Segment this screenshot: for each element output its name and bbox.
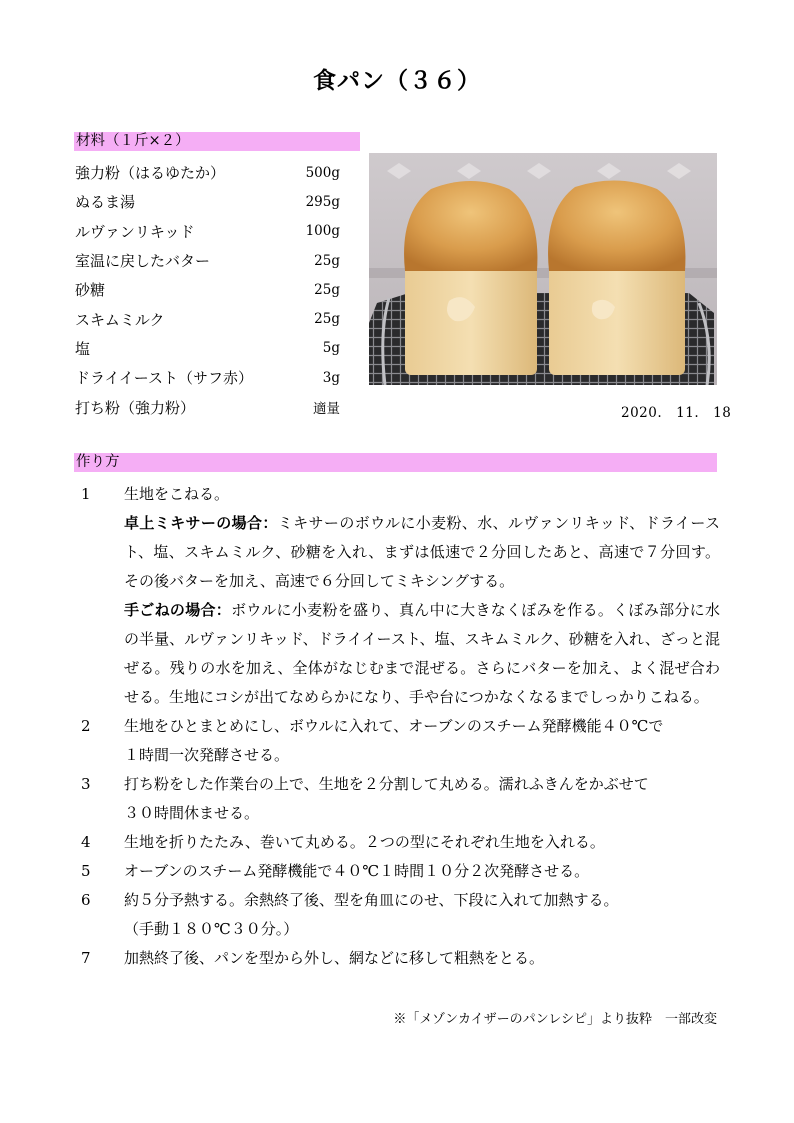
step-number: 6 [81, 891, 91, 909]
step-text: 生地をひとまとめにし、ボウルに入れて、オーブンのスチーム発酵機能４０℃で [124, 717, 664, 735]
ingredients-list [75, 158, 340, 422]
step-number: 5 [81, 862, 91, 880]
step-text-continued: ３０時間休ませる。 [124, 804, 260, 822]
hand-label: 手ごねの場合： [124, 601, 232, 619]
method-steps [75, 480, 720, 973]
method-header: 作り方 [74, 453, 717, 472]
ingredient-amount: 25g [314, 281, 340, 298]
ingredient-row [75, 304, 340, 333]
ingredient-amount: 295g [305, 193, 340, 210]
step-text: 生地を折りたたみ、巻いて丸める。２つの型にそれぞれ生地を入れる。 [124, 833, 605, 851]
ingredient-name: 塩 [75, 339, 91, 358]
step-text: 約５分予熱する。余熱終了後、型を角皿にのせ、下段に入れて加熱する。 [124, 891, 619, 909]
step-number: 1 [81, 485, 91, 503]
ingredient-name: 打ち粉（強力粉） [75, 398, 196, 417]
step-2 [75, 712, 720, 770]
ingredients-header: 材料（１斤×２） [74, 132, 360, 151]
step-6 [75, 886, 720, 944]
step-text: オーブンのスチーム発酵機能で４０℃１時間１０分２次発酵させる。 [124, 862, 590, 880]
ingredient-row [75, 363, 340, 392]
mixer-label: 卓上ミキサーの場合： [124, 514, 278, 532]
ingredient-amount: 100g [305, 223, 340, 240]
step-text: 生地をこねる。 [124, 485, 230, 503]
ingredient-row [75, 334, 340, 363]
step-text: 打ち粉をした作業台の上で、生地を２分割して丸める。濡れふきんをかぶせて [124, 775, 649, 793]
photo-date: 2020. 11. 18 [621, 405, 732, 421]
step-text-continued: （手動１８０℃３０分。） [124, 920, 299, 938]
step-text: 加熱終了後、パンを型から外し、網などに移して粗熱をとる。 [124, 949, 545, 967]
ingredient-row [75, 158, 340, 187]
page-title: 食パン（３６） [313, 67, 481, 94]
ingredient-amount: 25g [314, 252, 340, 269]
ingredient-name: スキムミルク [75, 310, 165, 329]
step-5 [75, 857, 720, 886]
ingredient-name: 強力粉（はるゆたか） [75, 164, 226, 183]
step-number: 3 [81, 775, 91, 793]
step-text-continued: １時間一次発酵させる。 [124, 746, 290, 764]
step-number: 2 [81, 717, 91, 735]
ingredient-name: ルヴァンリキッド [75, 222, 195, 241]
mixer-text: ミキサーのボウルに小麦粉、水、ルヴァンリキッド、ドライースト、塩、スキムミルク、砂糖を入れ、まずは低速で２分回したあと、高速で７分回す。その後バターを加え、高速で６分回してミキシングする。 [124, 514, 720, 590]
step-1 [75, 480, 720, 712]
ingredient-row [75, 187, 340, 216]
ingredient-name: ぬるま湯 [75, 193, 136, 212]
ingredient-amount: 3g [322, 369, 340, 386]
hand-text: ボウルに小麦粉を盛り、真ん中に大きなくぼみを作る。くぼみ部分に水の半量、ルヴァンリキッド、ドライイースト、塩、スキムミルク、砂糖を入れ、ざっと混ぜる。残りの水を加え、全体がなじむまで混ぜる。さらにバターを加え、よく混ぜ合わせる。生地にコシが出てなめらかになり、手や台につかなくなるまでしっかりこねる。 [124, 601, 720, 706]
ingredient-amount: 500g [305, 164, 340, 181]
source-note: ※「メゾンカイザーのパンレシピ」より抜粋 一部改変 [393, 1012, 717, 1027]
ingredient-row [75, 246, 340, 275]
mixer-instructions [124, 509, 720, 596]
ingredient-row [75, 392, 340, 421]
ingredient-name: ドライイースト（サフ赤） [75, 369, 254, 388]
ingredient-amount: 適量 [313, 401, 340, 418]
bread-photo [369, 153, 717, 385]
ingredient-name: 室温に戻したバター [75, 252, 211, 271]
ingredient-amount: 5g [322, 340, 340, 357]
hand-instructions [124, 596, 720, 712]
step-number: 7 [81, 949, 91, 967]
ingredient-row [75, 275, 340, 304]
step-number: 4 [81, 833, 91, 851]
step-7 [75, 944, 720, 973]
step-3 [75, 770, 720, 828]
ingredient-amount: 25g [314, 311, 340, 328]
ingredient-row [75, 217, 340, 246]
step-4 [75, 828, 720, 857]
ingredient-name: 砂糖 [75, 281, 106, 300]
